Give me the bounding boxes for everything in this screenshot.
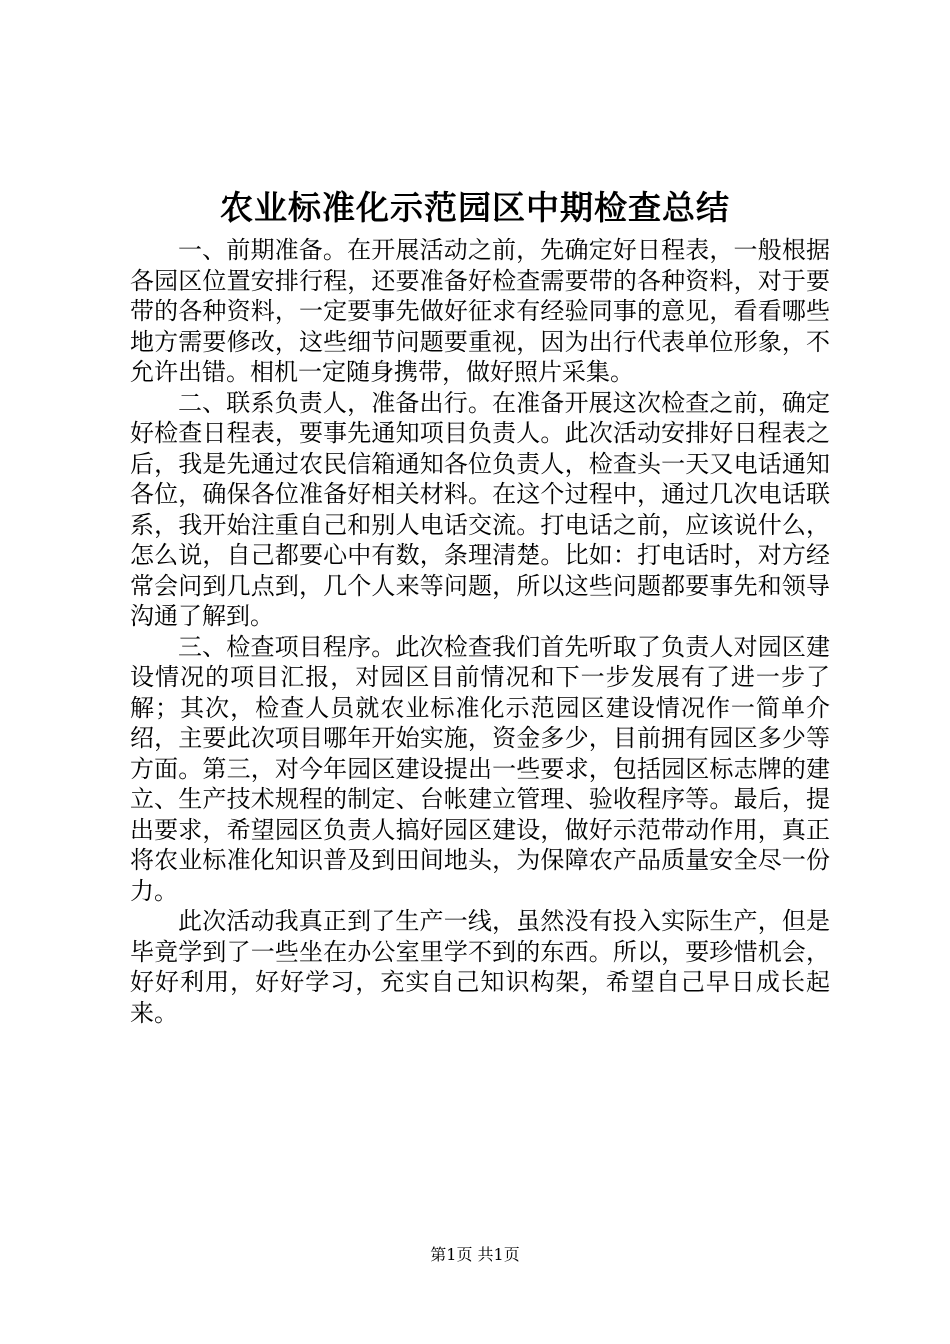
- paragraph-conclusion: 此次活动我真正到了生产一线，虽然没有投入实际生产，但是毕竟学到了一些坐在办公室里学不到的东西。所以，要珍惜机会，好好利用，好好学习，充实自己知识构架，希望自己早日成长起来。: [130, 907, 830, 1027]
- page-footer: 第1页 共1页: [430, 1245, 520, 1264]
- paragraph-procedure: 三、检查项目程序。此次检查我们首先听取了负责人对园区建设情况的项目汇报，对园区目前情况和下一步发展有了进一步了解；其次，检查人员就农业标准化示范园区建设情况作一简单介绍，主要此次项目哪年开始实施，资金多少，目前拥有园区多少等方面。第三，对今年园区建设提出一些要求，包括园区标志牌的建立、生产技术规程的制定、台帐建立管理、验收程序等。最后，提出要求，希望园区负责人搞好园区建设，做好示范带动作用，真正将农业标准化知识普及到田间地头，为保障农产品质量安全尽一份力。: [130, 632, 830, 905]
- document-body: [130, 235, 830, 1028]
- paragraph-preparation: 一、前期准备。在开展活动之前，先确定好日程表，一般根据各园区位置安排行程，还要准备好检查需要带的各种资料，对于要带的各种资料，一定要事先做好征求有经验同事的意见，看看哪些地方需要修改，这些细节问题要重视，因为出行代表单位形象，不允许出错。相机一定随身携带，做好照片采集。: [130, 236, 830, 386]
- document-title: 农业标准化示范园区中期检查总结: [220, 188, 730, 227]
- paragraph-contact: 二、联系负责人，准备出行。在准备开展这次检查之前，确定好检查日程表，要事先通知项目负责人。此次活动安排好日程表之后，我是先通过农民信箱通知各位负责人，检查头一天又电话通知各位，确保各位准备好相关材料。在这个过程中，通过几次电话联系，我开始注重自己和别人电话交流。打电话之前，应该说什么，怎么说，自己都要心中有数，条理清楚。比如：打电话时，对方经常会问到几点到，几个人来等问题，所以这些问题都要事先和领导沟通了解到。: [130, 388, 830, 630]
